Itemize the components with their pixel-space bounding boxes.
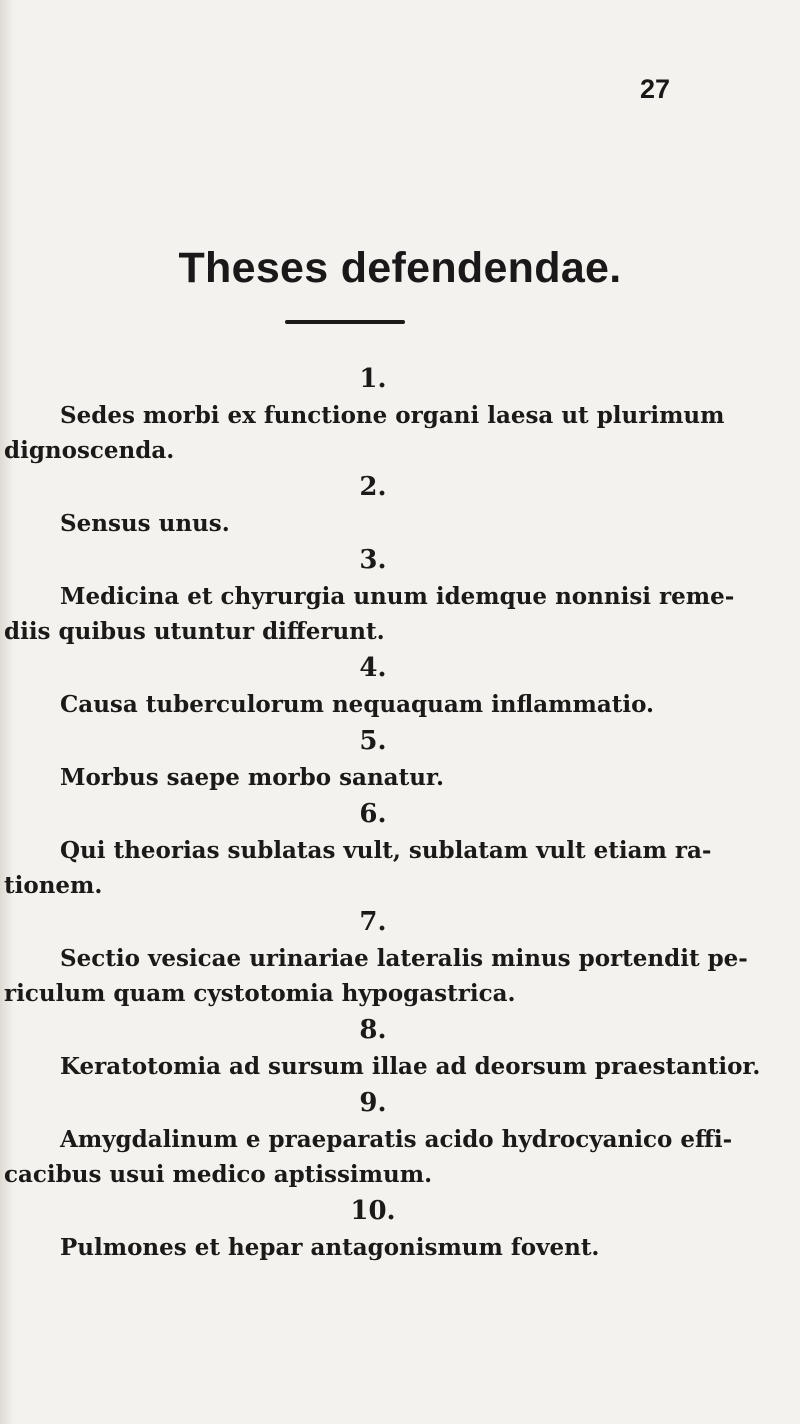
thesis-number: 7.: [359, 907, 387, 937]
thesis-number: 4.: [359, 653, 387, 683]
thesis-text: [0, 760, 740, 795]
thesis-line: diis quibus utuntur differunt.: [4, 618, 385, 645]
thesis-line: Pulmones et hepar antagonismum fovent.: [60, 1234, 600, 1261]
thesis-line: Causa tuberculorum nequaquam inflammatio.: [60, 691, 655, 718]
thesis-text: [0, 1230, 740, 1265]
thesis-line: Amygdalinum e praeparatis acido hydrocyanico effi-: [60, 1126, 733, 1153]
thesis-3: [0, 541, 800, 649]
thesis-2: [0, 468, 800, 541]
thesis-line: Morbus saepe morbo sanatur.: [60, 764, 444, 791]
thesis-10: [0, 1192, 800, 1265]
thesis-1: [0, 360, 800, 468]
thesis-line: tionem.: [4, 872, 103, 899]
thesis-number: 6.: [359, 799, 387, 829]
thesis-line: Sedes morbi ex functione organi laesa ut plurimum: [60, 402, 725, 429]
thesis-9: [0, 1084, 800, 1192]
thesis-number: 5.: [359, 726, 387, 756]
thesis-line: dignoscenda.: [4, 437, 175, 464]
thesis-6: [0, 795, 800, 903]
thesis-line: riculum quam cystotomia hypogastrica.: [4, 980, 516, 1007]
thesis-line: Medicina et chyrurgia unum idemque nonnisi reme-: [60, 583, 735, 610]
page-number: 27: [640, 74, 671, 104]
title-rule: [285, 320, 405, 324]
thesis-text: [0, 687, 740, 722]
thesis-text: [0, 398, 740, 468]
thesis-text: [0, 579, 740, 649]
thesis-5: [0, 722, 800, 795]
thesis-text: [0, 506, 740, 541]
thesis-text: [0, 833, 740, 903]
thesis-text: [0, 941, 748, 1011]
theses-list: [0, 360, 800, 1265]
thesis-number: 9.: [359, 1088, 387, 1118]
thesis-line: Sectio vesicae urinariae lateralis minus portendit pe-: [60, 945, 748, 972]
thesis-4: [0, 649, 800, 722]
page-title: Theses defendendae.: [178, 244, 622, 292]
thesis-number: 1.: [359, 364, 387, 394]
thesis-line: cacibus usui medico aptissimum.: [4, 1161, 433, 1188]
thesis-text: [0, 1122, 740, 1192]
thesis-line: Sensus unus.: [60, 510, 230, 537]
thesis-number: 8.: [359, 1015, 387, 1045]
thesis-number: 2.: [359, 472, 387, 502]
thesis-number: 3.: [359, 545, 387, 575]
thesis-7: [0, 903, 800, 1011]
thesis-text: [0, 1049, 761, 1084]
thesis-line: Keratotomia ad sursum illae ad deorsum praestantior.: [60, 1053, 761, 1080]
thesis-8: [0, 1011, 800, 1084]
thesis-line: Qui theorias sublatas vult, sublatam vult etiam ra-: [60, 837, 712, 864]
thesis-number: 10.: [350, 1196, 396, 1226]
